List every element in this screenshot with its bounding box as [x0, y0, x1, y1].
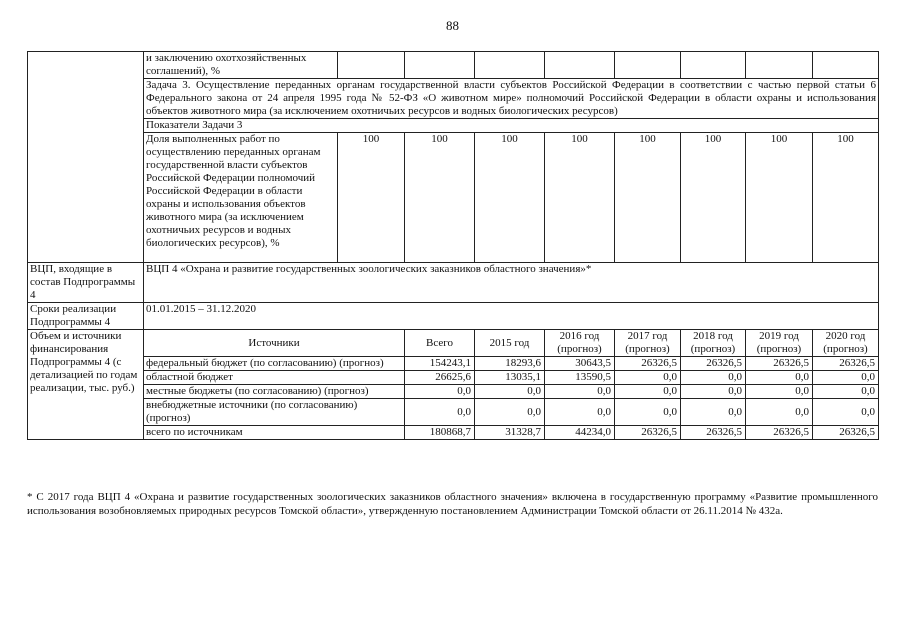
table-row: [28, 52, 879, 79]
indicator-label: и заключению охотхозяйственных соглашений), %: [144, 52, 338, 79]
indicator-value: [681, 52, 746, 79]
finance-value: 0,0: [681, 371, 746, 385]
source-label: внебюджетные источники (по согласованию) (прогноз): [144, 399, 405, 426]
source-label: федеральный бюджет (по согласованию) (прогноз): [144, 357, 405, 371]
footnote: * С 2017 года ВЦП 4 «Охрана и развитие государственных зоологических заказников областного значения» включена в государственную программу «Развитие промышленного использования возобновляемых природных ресурсов Томской области», утвержденную постановлением Администрации Томской области от 26.11.2014 № 432а.: [27, 491, 878, 517]
finance-value: 18293,6: [475, 357, 545, 371]
table-row: [28, 119, 879, 133]
finance-value: 13590,5: [545, 371, 615, 385]
indicator-value: [545, 52, 615, 79]
source-label: всего по источникам: [144, 426, 405, 440]
finance-value: 26326,5: [813, 426, 879, 440]
finance-value: 13035,1: [475, 371, 545, 385]
finance-value: 0,0: [813, 371, 879, 385]
finance-value: 0,0: [813, 385, 879, 399]
finance-row: [28, 357, 879, 371]
finance-row: [28, 371, 879, 385]
vcp-value: ВЦП 4 «Охрана и развитие государственных зоологических заказников областного значения»*: [144, 263, 879, 303]
finance-value: 180868,7: [405, 426, 475, 440]
finance-value: 154243,1: [405, 357, 475, 371]
finance-value: 26326,5: [813, 357, 879, 371]
indicator-value: [338, 52, 405, 79]
finance-row: [28, 426, 879, 440]
finance-value: 0,0: [545, 385, 615, 399]
finance-value: 26326,5: [746, 426, 813, 440]
table-row: [28, 133, 879, 263]
table-row: [28, 303, 879, 330]
empty-label-cell: [28, 52, 144, 263]
indicator-value: 100: [338, 133, 405, 263]
subprogram-passport-table: [27, 51, 879, 440]
task3-indicators-title: Показатели Задачи 3: [144, 119, 879, 133]
indicator-value: [475, 52, 545, 79]
finance-row: [28, 399, 879, 426]
finance-value: 0,0: [475, 385, 545, 399]
finance-label: Объем и источники финансирования Подпрограммы 4 (с детализацией по годам реализации, тыс. руб.): [28, 330, 144, 440]
finance-value: 0,0: [746, 385, 813, 399]
task3-text: Задача 3. Осуществление переданных органам государственной власти субъектов Российской Федерации в соответствии с частью первой статьи 6 Федерального закона от 24 апреля 1995 года № 52-ФЗ «О животном мире» полномочий Российской Федерации в области охраны и использования объектов животного мира (за исключением охотничьих ресурсов и водных биологических ресурсов): [144, 79, 879, 119]
finance-header-row: [28, 330, 879, 357]
finance-value: 31328,7: [475, 426, 545, 440]
finance-row: [28, 385, 879, 399]
indicator-value: [405, 52, 475, 79]
finance-value: 0,0: [405, 399, 475, 426]
finance-value: 0,0: [615, 371, 681, 385]
col-header: 2019 год (прогноз): [746, 330, 813, 357]
finance-value: 0,0: [405, 385, 475, 399]
finance-value: 26326,5: [681, 357, 746, 371]
table-row: [28, 263, 879, 303]
finance-value: 26326,5: [615, 426, 681, 440]
source-label: областной бюджет: [144, 371, 405, 385]
finance-value: 26625,6: [405, 371, 475, 385]
terms-label: Сроки реализации Подпрограммы 4: [28, 303, 144, 330]
finance-value: 0,0: [681, 399, 746, 426]
finance-value: 26326,5: [681, 426, 746, 440]
indicator-value: 100: [681, 133, 746, 263]
indicator-value: 100: [475, 133, 545, 263]
finance-value: 0,0: [545, 399, 615, 426]
terms-value: 01.01.2015 – 31.12.2020: [144, 303, 879, 330]
finance-value: 30643,5: [545, 357, 615, 371]
finance-value: 0,0: [615, 385, 681, 399]
col-header: 2016 год (прогноз): [545, 330, 615, 357]
page-number: 88: [446, 18, 459, 33]
indicator-value: 100: [545, 133, 615, 263]
source-label: местные бюджеты (по согласованию) (прогноз): [144, 385, 405, 399]
finance-value: 0,0: [813, 399, 879, 426]
table-row: [28, 79, 879, 119]
col-header: 2015 год: [475, 330, 545, 357]
vcp-label: ВЦП, входящие в состав Подпрограммы 4: [28, 263, 144, 303]
indicator-value: 100: [615, 133, 681, 263]
finance-value: 0,0: [615, 399, 681, 426]
col-header: 2017 год (прогноз): [615, 330, 681, 357]
indicator-value: 100: [813, 133, 879, 263]
finance-value: 0,0: [746, 371, 813, 385]
finance-value: 0,0: [746, 399, 813, 426]
indicator-label: Доля выполненных работ по осуществлению переданных органам государственной власти субъектов Российской Федерации полномочий Российской Федерации в области охраны и использования объектов животного мира (за исключением охотничьих ресурсов и водных биологических ресурсов), %: [144, 133, 338, 263]
finance-value: 26326,5: [746, 357, 813, 371]
indicator-value: [746, 52, 813, 79]
finance-value: 0,0: [475, 399, 545, 426]
indicator-value: [813, 52, 879, 79]
finance-value: 44234,0: [545, 426, 615, 440]
indicator-value: 100: [746, 133, 813, 263]
indicator-value: 100: [405, 133, 475, 263]
col-header: Всего: [405, 330, 475, 357]
indicator-value: [615, 52, 681, 79]
col-header: Источники: [144, 330, 405, 357]
col-header: 2018 год (прогноз): [681, 330, 746, 357]
finance-value: 26326,5: [615, 357, 681, 371]
col-header: 2020 год (прогноз): [813, 330, 879, 357]
finance-value: 0,0: [681, 385, 746, 399]
